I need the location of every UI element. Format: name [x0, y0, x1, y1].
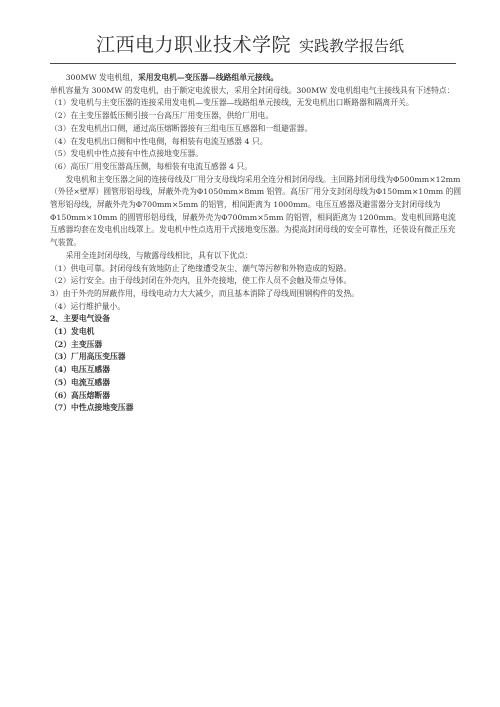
advantage-item: （1）供电可靠。封闭母线有效地防止了绝缘遭受灰尘、潮气等污秽和外物造成的短路。 — [50, 263, 352, 273]
equipment-list — [50, 326, 462, 415]
advantage-list — [50, 263, 462, 314]
equipment-item: （3）厂用高压变压器 — [50, 352, 126, 362]
school-name: 江西电力职业技术学院 — [95, 34, 291, 56]
advantage-item: （4）运行维护量小。 — [50, 301, 126, 311]
feature-item: （3）在发电机出口侧，通过高压熔断器接有三组电压互感器和一组避雷器。 — [50, 123, 313, 133]
intro-line — [50, 72, 462, 85]
feature-item: （4）在发电机出口侧和中性电侧，每相装有电流互感器 4 只。 — [50, 136, 268, 146]
page-header — [0, 30, 500, 57]
feature-list — [50, 97, 462, 173]
advantages-intro: 采用全连封闭母线，与敞露母线相比，具有以下优点： — [65, 250, 253, 260]
intro-lead: 300MW 发电机组， — [65, 73, 138, 82]
intro-paragraph: 单机容量为 300MW 的发电机，由于额定电流很大，采用全封闭母线。300MW 发电机组电气主接线具有下述特点： — [50, 85, 455, 95]
report-paper-title: 实践教学报告纸 — [299, 37, 405, 55]
report-body — [50, 72, 462, 415]
equipment-item: （4）电压互感器 — [50, 365, 111, 375]
feature-item: （6）高压厂用变压器高压侧，每相装有电流互感器 4 只。 — [50, 161, 253, 171]
section-heading: 2、主要电气设备 — [50, 314, 111, 324]
equipment-item: （6）高压熔断器 — [50, 390, 111, 400]
advantage-item: （2）运行安全。由于母线封闭在外壳内，且外壳接地，使工作人员不会触及带点导体。 — [50, 276, 352, 286]
intro-bold: 采用发电机—变压器—线路组单元接线。 — [137, 73, 279, 82]
equipment-item: （5）电流互感器 — [50, 377, 111, 387]
header-rule — [50, 63, 456, 64]
feature-item: （2）在主变压器低压侧引接一台高压厂用变压器，供给厂用电。 — [50, 111, 274, 121]
equipment-item: （1）发电机 — [50, 327, 95, 337]
feature-item: （1）发电机与主变压器的连接采用发电机—变压器—线路组单元接线，无发电机出口断路器和隔离开关。 — [50, 98, 414, 108]
feature-item: （5）发电机中性点接有中性点接地变压器。 — [50, 149, 204, 159]
equipment-item: （7）中性点接地变压器 — [50, 403, 134, 413]
busbar-paragraph: 发电机和主变压器之间的连接母线及厂用分支母线均采用全连分相封闭母线。主回路封闭母线为Φ500mm×12mm（外径×壁厚）圆管形铝母线，屏蔽外壳为Φ1050mm×8mm 铝管。高压厂用分支封闭母线为Φ150mm×10mm 的圆管形铝母线，屏蔽外壳为Φ700mm×5mm 的铝管，相间距离为 1000mm。电压互感器及避雷器分支封闭母线为Φ150mm×10mm 的圆管形铝母线，屏蔽外壳为Φ700mm×5mm 的铝管，相间距离为 1200mm。发电机回路电流互感器均套在发电机出线罩上。发电机中性点选用干式接地变压器。为提高封闭母线的安全可靠性，还装设有微正压充气装置。 — [50, 174, 462, 248]
advantage-item: 3）由于外壳的屏蔽作用，母线电动力大大减少，而且基本消除了母线周围钢构件的发热。 — [50, 288, 360, 298]
equipment-item: （2）主变压器 — [50, 339, 103, 349]
